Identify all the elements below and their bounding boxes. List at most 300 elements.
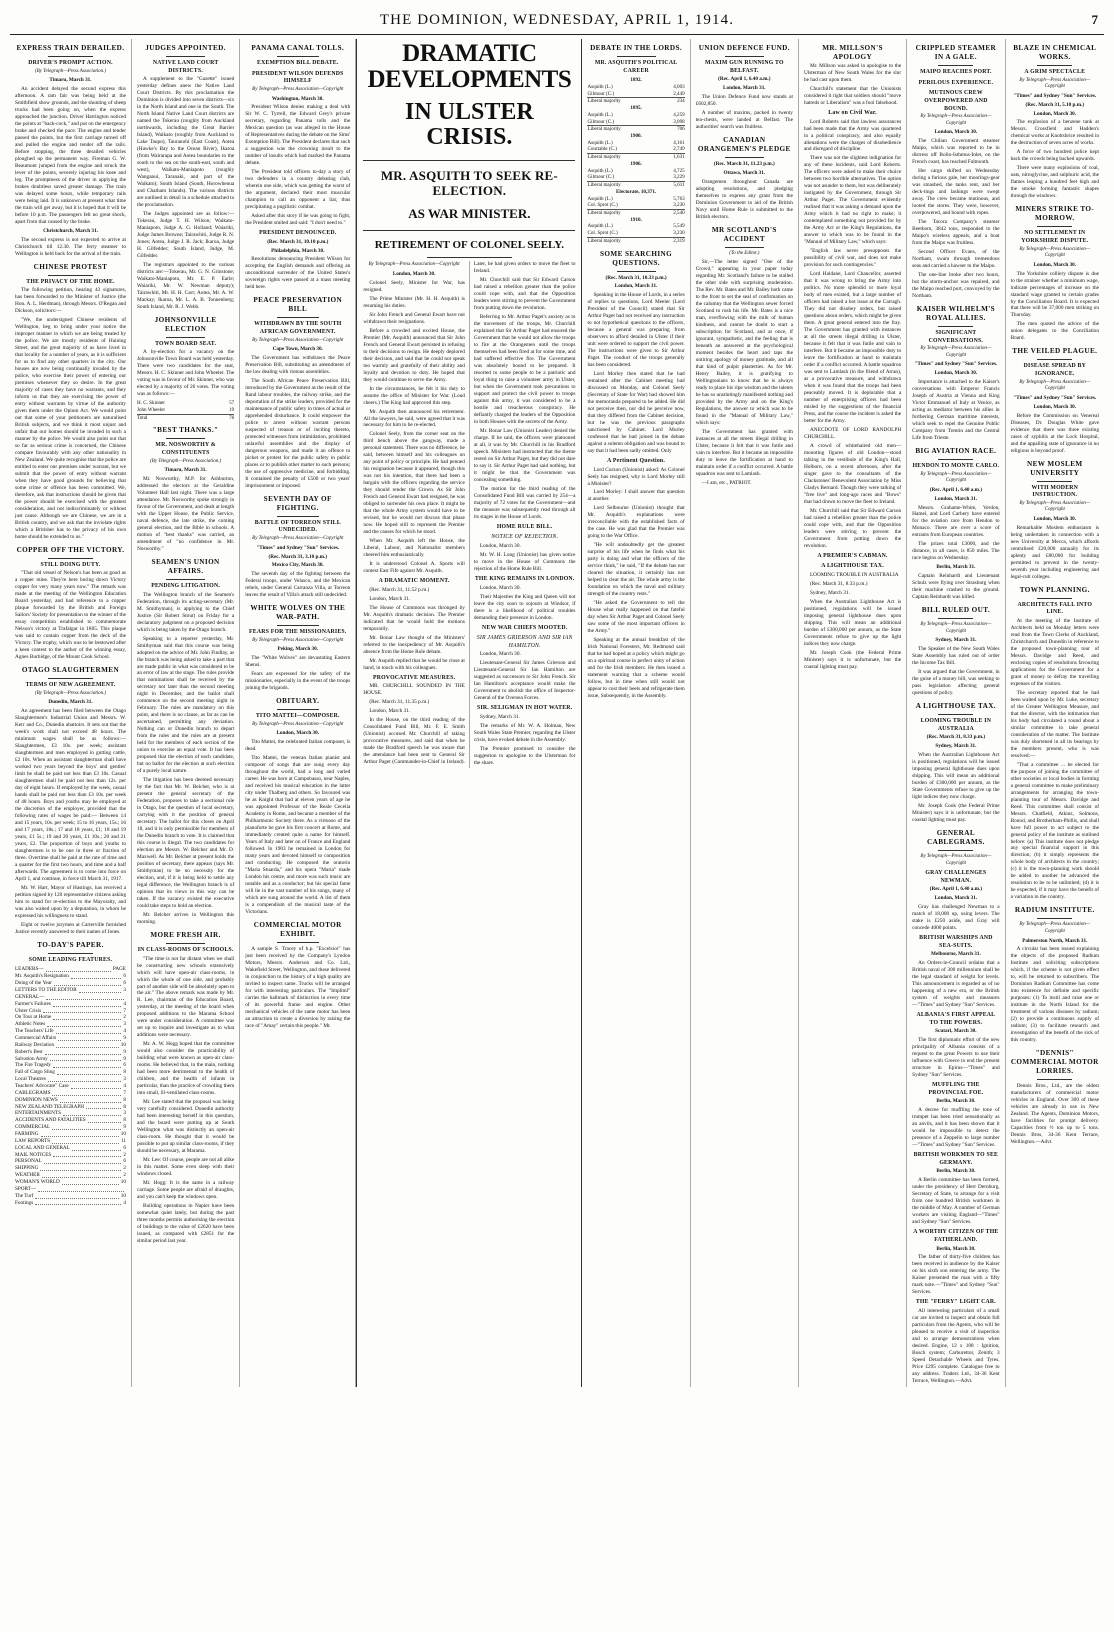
subheadline: PENDING LITIGATION. bbox=[151, 583, 220, 590]
article-paragraph: Mr. Millson was asked in apologise to the Ulsterman of New South Wales for the slur he had cast upon them. bbox=[803, 63, 902, 83]
dateline: London, March 30. bbox=[1033, 261, 1077, 268]
index-page-number: 9 bbox=[123, 1124, 126, 1131]
subheadline: BRITISH WORKMEN TO SEE GERMANY. bbox=[913, 1152, 999, 1166]
section-headline: TO-DAY'S PAPER. bbox=[37, 940, 104, 949]
leaders-index-list bbox=[15, 966, 126, 1206]
article-paragraph: The secretary reported that he had been waited upon by Mr. Luke, secretary of the Greater Wellington Measure, and that the director, with the intimation that his body had circulated a round about a similar committee to take general consideration of the matter. The Institute was duly shortened in all its bearings by the members present, who is was resolved:— bbox=[1010, 689, 1099, 759]
leader-dots bbox=[53, 1001, 121, 1007]
article-paragraph: Orangemen throughout Canada are adopting resolutions, and pledging themselves to express any grant from the Dominion Government to aid of the British Navy until Home Rule is submitted to the British electors. bbox=[695, 178, 793, 220]
table-cell-value: 5,549 bbox=[673, 223, 685, 230]
table-row bbox=[587, 126, 684, 133]
leader-dots bbox=[60, 1097, 122, 1103]
article-paragraph: The "White Wolves" are devastating Eastern Shensi. bbox=[245, 655, 351, 669]
leader-dots bbox=[53, 1062, 121, 1068]
index-label: Mr. Asquith's Resignation bbox=[15, 973, 69, 980]
subheadline: SIR JAMES GRIERSON AND SIR IAN HAMILTON. bbox=[476, 635, 573, 649]
dateline: London, March 31. bbox=[934, 495, 978, 502]
table-row bbox=[587, 98, 684, 105]
table-row-header: 1910. bbox=[630, 216, 642, 223]
byline: By Telegraph—Press Association—Copyright bbox=[252, 637, 344, 643]
article-paragraph: The first diplomatic effort of the new principality of Albania consists of a request to the great Powers to use their influence with Greece to end the present structure in Epirus—"Times" and Sydney "Sun" Services. bbox=[912, 1037, 1000, 1079]
article-paragraph: The explosion of a benzene tank at Messrs. Crossfield and Hadden's chemical works at Knottsbrice resulted in the destruction of seven acres of works. bbox=[1010, 119, 1099, 147]
list-item[interactable] bbox=[15, 1131, 126, 1138]
byline: By Telegraph—Press Association—Copyright bbox=[920, 853, 992, 866]
headline-rule bbox=[277, 317, 319, 318]
index-page-number: 6 bbox=[123, 980, 126, 987]
headline-rule bbox=[48, 558, 92, 559]
section-headline: BLAZE IN CHEMICAL WORKS. bbox=[1013, 44, 1097, 61]
index-page-number: 2 bbox=[123, 1014, 126, 1021]
article-paragraph: "That a committee ... be elected for the purpose of joining the committee of other societies or local bodies in forming a general committee to make preliminary arrangements for arranging the town-planning tour of Messrs. Davidge and Reed. This committee shall consist of Messrs. Chatfield, Atkins, Solmons, Bound, and Brotherham-Phillis, and shall have full power to act subject to the general policy of the institute as outlined before: (a) This institute does not pledge any special financial support in this direction; (b) it simply represents the whole body of architects in the country; (c) it is the town-planning work should be added to another be advanced the resolution to be to be unlimited; (d) it is be expected, if it may have the benefit of a variation in the country. bbox=[1010, 761, 1099, 901]
list-item[interactable] bbox=[15, 1165, 126, 1172]
index-page-number: 6 bbox=[123, 1062, 126, 1069]
list-item[interactable] bbox=[15, 1179, 126, 1186]
table-cell-label: Asquith (L.) bbox=[587, 84, 613, 90]
table-row bbox=[587, 91, 684, 98]
article-paragraph: A decree for muffling the tone of trumpet has been tried sensationally as an anvils, and it has been shown that it would be impossible to detect the presence of a Zeppelin to large number—"Times" and Sydney "Sun" Services. bbox=[912, 1107, 1000, 1149]
section-headline: NEW MOSLEM UNIVERSITY bbox=[1026, 459, 1083, 477]
table-cell-value: 3,098 bbox=[673, 118, 685, 125]
index-page-number: 10 bbox=[120, 1041, 126, 1048]
index-page-number: 8 bbox=[123, 1117, 126, 1124]
list-item[interactable] bbox=[15, 1083, 126, 1090]
article-paragraph: It was argued that the Government, in the guise of a money bill, was seeking to pass legislation affecting general questions of policy. bbox=[912, 669, 1000, 697]
section-headline: SOME SEARCHING QUESTIONS. bbox=[600, 249, 673, 267]
leader-dots bbox=[88, 1117, 122, 1123]
dateline: Timaru, March 31. bbox=[49, 77, 92, 84]
subheadline: LOOMING TROUBLE IN AUSTRALIA bbox=[920, 718, 992, 732]
section-headline: DEBATE IN THE LORDS. bbox=[590, 44, 683, 52]
index-page-number: 9 bbox=[123, 1055, 126, 1062]
index-label: LEADERS— bbox=[15, 966, 44, 973]
byline: By Telegraph—Press Association—Copyright bbox=[1019, 77, 1091, 90]
subheadline: HENDON TO MONTE CARLO. bbox=[912, 462, 1000, 469]
dateline: (Rec. March 31, 11.23 p.m.) bbox=[713, 160, 775, 167]
dateline: London, March 30. bbox=[1033, 403, 1077, 410]
list-item[interactable] bbox=[15, 987, 126, 994]
section-headline: "BEST THANKS." bbox=[152, 426, 219, 435]
leader-dots bbox=[41, 1131, 119, 1137]
table-row bbox=[587, 174, 684, 181]
list-item[interactable] bbox=[15, 1008, 126, 1015]
article-paragraph: President Wilson denies making a deal with Sir W. C. Tyrrell, the Edward Grey's private secretary, regarding Panama tolls and the Mexican question (as was alleged in the House of Representatives during the debate on the Sims' Exemption Bill). The President declares that such a suggestion was the crowning insult to the number of insults which had marked the Panama debate. bbox=[245, 104, 351, 167]
subheadline: GRAY CHALLENGES NEWMAN. bbox=[925, 870, 987, 884]
article-paragraph: "He will undoubtedly get the greatest surprise of his life when he finds what his party is doing and what the officers of the service think," he said, "If the debate has not cleared the situation, it certainly has not helped to clear the air. The whole army is the foundation on which the naval and military strength of the country rests." bbox=[587, 542, 685, 598]
list-item[interactable] bbox=[15, 1069, 126, 1076]
article-paragraph: The Government has withdrawn the Peace Preservation Bill, substituting an amendment of the law dealing with riotous assemblies. bbox=[245, 355, 351, 376]
list-item[interactable] bbox=[15, 1028, 126, 1035]
headline-rule bbox=[617, 271, 656, 272]
section-headline: TOWN PLANNING. bbox=[1019, 585, 1090, 594]
subheadline: ARCHITECTS FALL INTO LINE. bbox=[1017, 601, 1093, 616]
dateline: London, March 30. bbox=[934, 129, 978, 136]
section-headline: JOHNSONVILLE ELECTION bbox=[154, 315, 217, 333]
table-cell-value: 19 bbox=[229, 407, 235, 414]
table-cell-label: Gilmour (C.) bbox=[587, 174, 615, 181]
headline-rule bbox=[938, 714, 973, 715]
byline: By Telegraph—Press Association—Copyright bbox=[1019, 379, 1091, 392]
article-paragraph: Mr. Joseph Cook (the Federal Prime Minister) says it is unfortunate, but the coastal lighting must pay. bbox=[803, 649, 902, 670]
section-headline: CHINESE PROTEST bbox=[33, 262, 108, 271]
list-item[interactable] bbox=[15, 1049, 126, 1056]
dateline: Berlin, March 30. bbox=[936, 1245, 976, 1252]
article-paragraph: Sydney, March 31. bbox=[479, 714, 520, 720]
article-paragraph: Gray has challenged Newman to a match of 18,000 up, using levers. The stake is £250 aside, and Gray will concede 4000 points. bbox=[912, 904, 1000, 932]
dateline: Scutari, March 30. bbox=[935, 1028, 977, 1035]
article-paragraph: The litigation has been deemed necessary by the fact that Mr. W. Belcher, who is at present the general secretary of the Federation, proposes to take a sectional role in Otago, but the question of local secretary, carrying with it the position of general secretary. The ballot for this closes on April 18, and it is only permissible for members of the Dunedin branch to vote. It is claimed that this course is illegal. The two candidates for election are Messrs. W. Belcher and Mr. D. Maxwell. As Mr. Belcher at present holds the position of secretary, there appears (says Mr. Smithyman) to be no necessity for the election, and, if it is being held to settle any legal difference, the Wellington branch is of opinion that its views in this way can be taken. If the vacancy existed the executive could take steps to hold an election. bbox=[136, 777, 235, 909]
list-item[interactable] bbox=[15, 1158, 126, 1165]
subheadline: NO SETTLEMENT IN YORKSHIRE DISPUTE. bbox=[1021, 230, 1089, 244]
dateline: "Times" and Sydney "Sun" Services. bbox=[914, 361, 998, 368]
article-paragraph: An Orders-in-Council ordains that a British naval of 300 millennium shall be the legal standard of weight for levels. This announcement is regarded as of no happening of a new era, or the British system of weights and measures—"Times" and Sydney "Sun" Services. bbox=[912, 960, 1000, 1009]
dateline: Christchurch, March 31. bbox=[43, 227, 98, 234]
headline-rule bbox=[938, 618, 973, 619]
table-cell-value: 4,003 bbox=[673, 84, 685, 90]
dateline: "Times" and Sydney "Sun" Services. bbox=[256, 544, 340, 551]
article-paragraph: When the Australian Lighthouse Act is positioned, regulations will be issued imposing general lighthouse dues upon shipping. This will mean an additional burden of £300,000 per annum, as the State Governments refuse to give up the light indices they now charge. bbox=[912, 752, 1000, 801]
table-cell-label: Asquith (L.) bbox=[587, 167, 613, 174]
section-headline: SEAMEN'S UNION AFFAIRS. bbox=[151, 558, 220, 576]
leader-dots bbox=[54, 980, 122, 986]
section-headline: COPPER OFF THE VICTORY. bbox=[16, 545, 125, 554]
list-item[interactable] bbox=[15, 1076, 126, 1083]
dateline: Timaru, March 31. bbox=[164, 467, 207, 474]
subheadline: THE PRIVACY OF THE HOME. bbox=[26, 278, 115, 285]
index-label: COMMERCIAL bbox=[15, 1124, 51, 1131]
article-paragraph: Messrs. Grahame-White, Verdon, Hamel, and Lord Carbery have entered for the aviation race from Hendon to Monaco. There are over a score of entrants from European countries. bbox=[912, 504, 1000, 539]
table-cell-value: 3,230 bbox=[673, 230, 685, 237]
index-label: Ulster Crisis bbox=[15, 1007, 42, 1014]
list-item[interactable] bbox=[15, 1110, 126, 1117]
list-item[interactable] bbox=[15, 1001, 126, 1008]
headline-rule bbox=[166, 337, 205, 338]
list-item[interactable] bbox=[15, 1200, 126, 1207]
subheadline: WITH MODERN INSTRUCTION. bbox=[1031, 484, 1079, 499]
dateline: Melbourne, March 31. bbox=[931, 951, 981, 958]
index-label: Robert's Best bbox=[15, 1048, 43, 1055]
list-item[interactable] bbox=[15, 1193, 126, 1200]
article-paragraph: London, March 31. bbox=[369, 595, 411, 602]
table-cell-value: 2,449 bbox=[673, 90, 685, 97]
leader-dots bbox=[63, 1110, 121, 1116]
subheadline: WITHDRAWN BY THE SOUTH AFRICAN GOVERNMENT. bbox=[254, 321, 342, 336]
leader-dots bbox=[46, 994, 124, 1000]
section-headline: BILL RULED OUT. bbox=[921, 606, 991, 615]
list-item[interactable] bbox=[15, 1124, 126, 1131]
table-row bbox=[587, 154, 684, 161]
leader-dots bbox=[35, 1193, 118, 1199]
subheadline: PRESIDENT WILSON DEFENDS HIMSELF bbox=[251, 70, 344, 85]
article-paragraph: Remarkable Moslem enthusiasm is being undertaken in connection with a new University at Mecca, which affords centralised £20,000 annually for its aplenty and £80,000 for building permitted to prevent in the twenty-seventh year including engineering and legal-cult colleges. bbox=[1010, 524, 1099, 580]
list-item[interactable] bbox=[15, 1042, 126, 1049]
index-page-number: 7 bbox=[123, 1007, 126, 1014]
subheadline: BATTLE OF TORREON STILL UNDECIDED. bbox=[254, 519, 341, 534]
list-item[interactable] bbox=[15, 1104, 126, 1111]
article-paragraph: Mr. Churchill said that Sir Edward Carson had raised a rebellion greater than the police could cope with, and that the Opposition leaders were stirring to prevent the Government from putting down the revolution. bbox=[473, 277, 576, 312]
article-paragraph: The men quoted the advice of the union delegates to the Conciliation Board. bbox=[1010, 321, 1099, 342]
article-paragraph: London, March 30. bbox=[479, 543, 521, 550]
table-cell-value: 57 bbox=[229, 400, 235, 407]
list-item[interactable] bbox=[15, 1145, 126, 1152]
list-item[interactable] bbox=[15, 1056, 126, 1063]
headline-rule bbox=[166, 579, 205, 580]
headline-rule bbox=[277, 625, 319, 626]
subheadline: STILL DOING DUTY. bbox=[40, 561, 101, 568]
table-cell-value: 3,230 bbox=[673, 202, 685, 209]
index-label: NEW ZEALAND TELEGRAPH bbox=[15, 1103, 84, 1110]
index-label: The Teachers' Life bbox=[15, 1028, 54, 1035]
index-label: Athletic Notes bbox=[15, 1021, 46, 1028]
article-paragraph: The President told officers to-day a story of two defenders in a country debating club, wherein one side, which was getting the worst of the argument, declared their most muscular champion to call an opponent a liar, thus precipitating a pugilistic combat. bbox=[245, 169, 351, 211]
index-label: Doing of the Year bbox=[15, 980, 52, 987]
table-cell-label: Col. Sprot (C.) bbox=[587, 202, 618, 209]
article-paragraph: Her cargo shifted on Wednesday during a furious gale, her moorings-gear was smashed, the tanks rent, and her deck-tings and lashings were swept away. The crew became mutinous, and looted the stores. They were, however, overpowered, and bound with ropes. bbox=[912, 168, 1000, 217]
byline: By Telegraph—Press Association—Copyright bbox=[920, 471, 992, 484]
subheadline: SOME LEADING FEATURES. bbox=[28, 956, 113, 963]
article-paragraph: It is understood Colonel A. Sports will contest East Fife against Mr. Asquith. bbox=[363, 561, 465, 575]
subheadline: Law on Civil War. bbox=[828, 109, 877, 116]
index-page-number: 6 bbox=[123, 1144, 126, 1151]
subheadline: TOWN BOARD SEAT. bbox=[155, 340, 217, 347]
index-page-number: 8 bbox=[123, 1103, 126, 1110]
list-item[interactable] bbox=[15, 1035, 126, 1042]
leader-dots bbox=[52, 1124, 121, 1130]
subheadline: HOME RULE BILL. bbox=[496, 523, 553, 530]
index-label: ENTERTAINMENTS bbox=[15, 1110, 61, 1117]
article-paragraph: Lord Roberts said that lawless assurances had been made that the Army was quartered in a political conspiracy, and also equally alienations were the charges of disobedience and disregard of discipline. bbox=[803, 118, 902, 153]
byline: By Telegraph—Press Association—Copyright bbox=[1019, 500, 1091, 513]
dateline: Cape Town, March 30. bbox=[272, 346, 323, 353]
article-paragraph: A supplement to the "Gazette" issued yesterday defines anew the Native Land Court Districts. By this proclamation the Dominion is divided into seven districts—six in the North Island and one in the South. The North Island Native Land Court districts are named the Tokerau (roughly from Auckland northwards, including the Great Barrier Island), Waikato (roughly from Auckland to Lake Taupo), Tauranohi (East Coast), Aotea (Hawke's Bay to the Ocean River), Ikaroa (from Wairarapa and Aotea boundaries to the south to the sea on the south-east, south and west), Waikato-Maniapoto (roughly Wanganui, Taranaki, and part of the Waikato); South Island (South, Horowhenua and Chatham Islands). The various districts are outlined in detail in a schedule attached to the proclamation. bbox=[136, 76, 235, 208]
section-headline: BIG AVIATION RACE. bbox=[915, 446, 997, 455]
column-1 bbox=[10, 39, 132, 1387]
dateline: Berlin, March 30. bbox=[936, 1098, 976, 1105]
article-paragraph: Asked after this story if he was going to fight, the President smiled and said: "I don't need to." bbox=[245, 213, 351, 227]
leader-dots bbox=[42, 1172, 122, 1178]
list-item[interactable] bbox=[15, 1152, 126, 1159]
table-row bbox=[587, 237, 684, 244]
index-label: WOMAN'S WORLD bbox=[15, 1178, 60, 1185]
headline-rule bbox=[277, 709, 319, 710]
table-cell-value: 5,763 bbox=[673, 195, 685, 202]
article-paragraph: London, March 30. bbox=[479, 584, 521, 591]
table-row bbox=[587, 146, 684, 153]
table-row-header: 1906. bbox=[630, 160, 642, 167]
article-paragraph: In the House, on the third reading of the Consolidated Fund Bill, Mr. F. E. Smith (Unionist) accused Mr. Churchill of taking provocative measures, and said that when he made the Bradford speech he was aware that the attendance had been sent to General Sir Arthur Paget (Commander-in-Chief in Ireland). Later, he had given orders to move the fleet to Ireland. bbox=[363, 261, 576, 766]
leader-dots bbox=[48, 1076, 122, 1082]
index-label: Railway Deviation bbox=[15, 1041, 55, 1048]
leader-dots bbox=[62, 1179, 119, 1185]
list-item[interactable] bbox=[15, 1117, 126, 1124]
article-paragraph: Mr. Nosworthy, M.P. for Ashburton, addressed the electors at the Geraldine Volunteer Hall last night. There was a large attendance. Mr. Nosworthy spoke strongly in favour of the Government, and dealt at length with the Upper House, the Public Service, naval defence, the late strike, the coming general election, and the Bible in schools. A motion of "best thanks" was carried, an amendment of "no confidence in Mr. Nosworthy." bbox=[136, 476, 235, 553]
subheadline: A DRAMATIC MOMENT. bbox=[378, 578, 450, 585]
table-cell-label: Asquith (L.) bbox=[587, 195, 613, 202]
subheadline: SIR. SELIGMAN IN HOT WATER. bbox=[477, 705, 573, 712]
article-paragraph: The Yorkshire colliery dispute is due to the strainer whether a minimum wage, indicate percentages of increase on the standard wage granted to certain grades by the Conciliation Board. It is expected that there will be 37,000 men striking on Thursday. bbox=[1010, 270, 1099, 319]
index-label: LAW REPORTS bbox=[15, 1137, 51, 1144]
table-cell-value: 2,749 bbox=[673, 146, 685, 153]
headline-rule bbox=[725, 247, 764, 248]
index-label: SPORT— bbox=[15, 1185, 37, 1192]
section-headline: MR. MILLSON'S APOLOGY bbox=[822, 44, 883, 61]
column-5 bbox=[582, 39, 690, 1387]
subheadline: DRIVER'S PROMPT ACTION. bbox=[28, 60, 113, 66]
dateline: London, March 31. bbox=[934, 895, 978, 902]
byline: By Telegraph—Press Association—Copyright bbox=[252, 721, 344, 727]
list-item[interactable] bbox=[15, 994, 126, 1001]
table-cell-value: 706 bbox=[660, 126, 685, 133]
article-paragraph: The motion for the third reading of the Consolidated Fund Bill was carried by 254—a majority of 72 votes for the Government—and the measure was subsequently read through all its stages in the House of Lords. bbox=[473, 485, 576, 520]
index-page-number: 2 bbox=[123, 1165, 126, 1172]
table-cell-label: Liberal majority bbox=[587, 98, 659, 105]
leader-dots bbox=[53, 1014, 121, 1020]
leader-dots bbox=[56, 1042, 119, 1048]
article-paragraph: Tito Mattei, the celebrated Italian composer, is dead. bbox=[245, 739, 351, 753]
article-paragraph: Mr. Hogg: It is the same in a railway carriage. Some people are afraid of draughts, and you can't keep the windows open. bbox=[136, 1180, 235, 1201]
index-page-number: 2 bbox=[123, 1172, 126, 1179]
leader-dots bbox=[71, 973, 122, 979]
headline-rule bbox=[938, 326, 973, 327]
lead-headline-2: IN ULSTER CRISIS. bbox=[405, 98, 534, 150]
subheadline: BRITISH WARSHIPS AND SEA-SUITS. bbox=[919, 935, 993, 949]
article-paragraph: Dennis Bros., Ltd., are the oldest manufacturers of commercial motor vehicles in England. Over 300 of these vehicles are already in use in New Zealand. The Agents, Dominion Motors, have facilities for prompt delivery. Capacities from ½ ton up to 5 tons. Dennis Bros, 34-36 Kent Terrace, Wellington.—Advt. bbox=[1010, 1083, 1099, 1146]
lead-headline-3: MR. ASQUITH TO SEEK RE-ELECTION. bbox=[380, 167, 558, 198]
table-row bbox=[587, 77, 684, 84]
article-paragraph: Churchill's statement that the Unionists considered it right that soldiers should "move hatreds or Liberalism" was a fool falsehood. bbox=[803, 85, 902, 106]
article-paragraph: The registrars appointed to the various districts are:—Tokerau, Mr. G. N. Grinstone; Waikato-Maniapoto, Mr. E. P. Earle; Waiariki, Mr. W. Newman deputy); Tairawhiti, Mr. H. H. Carr; Aotea, Mr. A. W. Mackay; Ikaroa, Mr. L. A. B. Tonnenberg; South Island, Mr. R. J. Webb. bbox=[136, 261, 235, 310]
article-paragraph: Their Majesties the King and Queen will not leave the city soon to sojourn at Windsor, if there is a likelihood of political troubles demanding their presence in London. bbox=[473, 593, 576, 621]
leader-dots bbox=[71, 1083, 122, 1089]
table-cell-label: Liberal majority bbox=[587, 182, 659, 189]
section-headline: PEACE PRESERVATION BILL bbox=[253, 296, 343, 314]
article-paragraph: Mr. Bonar Law thought of the Ministers' referred to the inexpediency of Mr. Asquith's absence from the Home Rule debate. bbox=[363, 634, 465, 655]
article-paragraph: A Berlin committee has been formed, under the presidency of Herr Dernburg, Secretary of State, to arrange for a visit from one hundred British workmen in the middle of May. A number of German workers are visiting England—"Times" and Sydney "Sun" Services. bbox=[912, 1177, 1000, 1226]
dateline: (Rec. March 31, 3.10 p.m.) bbox=[268, 553, 328, 560]
subheadline: NOTICE OF REJECTION. bbox=[491, 534, 559, 541]
index-label: WEATHER bbox=[15, 1172, 40, 1179]
index-page-number: 7 bbox=[123, 1089, 126, 1096]
byline: By Telegraph—Press Association—Copyright bbox=[1019, 246, 1091, 259]
leader-dots bbox=[79, 987, 122, 993]
table-row bbox=[587, 189, 684, 196]
index-label: DOMINION NEWS bbox=[15, 1096, 58, 1103]
list-item[interactable] bbox=[15, 980, 126, 987]
section-headline: OTAGO SLAUGHTERMEN bbox=[21, 666, 120, 675]
dateline: London, March 31. bbox=[614, 283, 658, 290]
article-paragraph: The father of thirty-five children has been received in audience by the Kaiser on his sixth son entering the army. The Kaiser presented the man with a fifty mark note.—"Times" and Sydney "Sun" Services. bbox=[912, 1254, 1000, 1296]
table-cell-label: John Wheeler bbox=[136, 407, 166, 414]
table-cell-label: Liberal majority bbox=[587, 126, 659, 133]
article-paragraph: The prizes total £3000, and the distance, in all cases, is 850 miles. The race begins on Wednesday. bbox=[912, 541, 1000, 562]
table-cell-label: Gilmour (C.) bbox=[587, 90, 615, 97]
list-item[interactable] bbox=[15, 1186, 126, 1193]
article-paragraph: Speaking at the annual breakfast of the Irish National Foresters, Mr. Redmond said that he had hoped at a policy which might go on a spiritual course in perfect unity of action and for the Irish members. He then issued a statement warning that a scheme would follow, but in time when still would not appear to cost their heels and refrigerate them issue, Subsequently, in the Assembly. bbox=[587, 637, 685, 700]
article-paragraph: The one-line broke after two hours, but the storm-anchor was repaired, and the Maipo reached port, convoyed by the Northam. bbox=[912, 271, 1000, 299]
headline-rule bbox=[1037, 226, 1072, 227]
list-item[interactable] bbox=[15, 1090, 126, 1097]
table-row bbox=[587, 105, 684, 112]
subheadline: MUTINOUS CREW OVERPOWERED AND BOUND. bbox=[924, 90, 988, 112]
subheadline: A PREMIER'S CABMAN. bbox=[817, 552, 888, 559]
subheadline: THE KING REMAINS IN LONDON. bbox=[474, 575, 575, 582]
leader-dots bbox=[58, 1035, 121, 1041]
table-cell-value: 234 bbox=[660, 98, 685, 105]
article-paragraph: (Rec. March 31, 11.35 p.m.) bbox=[369, 699, 430, 706]
table-cell-value: 3,229 bbox=[673, 174, 685, 181]
subheadline: THE "FERRY" LIGHT CAR. bbox=[915, 1299, 996, 1306]
article-paragraph: The House of Commons was thronged by Mr. Asquith's dramatic decision. The Premier indicated that he would hold the motions temporarily. bbox=[363, 604, 465, 632]
headline-rule bbox=[277, 516, 319, 517]
subheadline: MAIPO REACHES PORT. bbox=[920, 69, 992, 75]
headline-rule bbox=[1037, 65, 1072, 66]
table-cell-value: 4,259 bbox=[673, 111, 685, 118]
lead-headline-1: DRAMATIC DEVELOPMENTS bbox=[367, 40, 572, 94]
headline-rule bbox=[1037, 918, 1072, 919]
section-headline: EXPRESS TRAIN DERAILED. bbox=[16, 44, 125, 52]
article-paragraph: The South African Peace Preservation Bill, introduced by the Government as the result of the Rand labour troubles, the railway strike, and the deportation of the strike leaders, provided for the maintenance of public safety in times of actual or apprehended disturbance. It could empower the police to arrest without warrant persons suspected of treason or of inciting thereto, protected witnesses from intimidation, prohibited unlawful assemblies and the display of dangerous weapons, and made it an offence to picket or protest for the public safety in public places or to publish other matter to such persons; the use of oppressive medicine, and forbidding. It contained the penalty of £500 or two years' imprisonment or imposed. bbox=[245, 378, 351, 489]
article-paragraph: Mr. Lee: Of course, people are not all alike in this matter. Some even sleep with their windows closed. bbox=[136, 1157, 235, 1178]
dateline: London, March 30. bbox=[934, 370, 978, 377]
article-paragraph: Resolutions denouncing President Wilson for accepting the English demands and offering an unconditional surrender of the United States's sovereign rights were passed at a mass meeting held here. bbox=[245, 256, 351, 291]
table-cell-label: Total bbox=[137, 414, 219, 421]
article-paragraph: The following petition, bearing 43 signatures, has been forwarded to the Minister of Justice (the Hon. A. L. Herdman), through Messrs. O'Regan and Dickson, solicitors:— bbox=[15, 287, 126, 315]
index-page-number: 6 bbox=[123, 1158, 126, 1165]
dateline: "Times" and Sydney "Sun" Services. bbox=[1013, 394, 1097, 401]
article-paragraph: London, March 30. bbox=[479, 651, 521, 658]
lead-byline: By Telegraph—Press Association—Copyright bbox=[368, 262, 460, 268]
list-item[interactable] bbox=[15, 1097, 126, 1104]
article-paragraph: Mr. Bonar Law (Unionist Leader) denied the charge. If he said, the officers were platooned at all, it was by Mr. Churchill in his Bradford speech. Ministers had instructed that the theme rested on Sir Arthur Paget, but they did not dare to say it. Sir Arthur Paget had said nothing, but it might be that the Government was concealing something. bbox=[473, 427, 576, 483]
subheadline: PRESIDENT DENOUNCED. bbox=[259, 230, 337, 237]
dateline: (Rec. April 1, 6.40 a.m.) bbox=[929, 486, 983, 493]
index-page-number: 3 bbox=[123, 1076, 126, 1083]
lead-story-body bbox=[363, 261, 575, 767]
table-cell-label: Asquith (L.) bbox=[587, 139, 613, 146]
table-cell-value: 2,540 bbox=[660, 209, 685, 216]
table-row-header: Electorate, 10,371. bbox=[616, 188, 657, 195]
section-headline: MINERS STRIKE TO-MORROW. bbox=[1015, 205, 1095, 223]
index-label: Footings bbox=[15, 1199, 34, 1206]
subheadline: MUFFLING THE PROVINCIAL FOE. bbox=[928, 1082, 984, 1096]
article-paragraph: The Wellington branch of the Seamen's Federation, through its acting-secretary (Mr. M. Smithyman), is applying to the Chief Justice (Sir Robert Stout) on Friday for a declaratory judgment on a proposed decision which is being taken by the Otago branch. bbox=[136, 591, 235, 633]
article-paragraph: Captain Reinhardt and Lieutenant Schulz were flying over Strasburg when their machine crashed to the ground. Captain Reinhardt was killed. bbox=[912, 573, 1000, 601]
dateline: (Rec. March 31, 10.10 p.m.) bbox=[267, 238, 329, 245]
dateline: Peking, March 30. bbox=[277, 646, 319, 653]
article-paragraph: —I am, etc., PATRIOT. bbox=[701, 479, 752, 486]
article-paragraph: Mr. Asquith then announced his retirement. All the lawyers, he said, were agreed that it was necessary for him to be re-elected. bbox=[363, 408, 465, 429]
index-label: FARMING bbox=[15, 1130, 39, 1137]
dateline: (Rec. April 1, 6.40 a.m.) bbox=[929, 886, 983, 893]
table-cell-value: 2,319 bbox=[660, 237, 685, 244]
list-item[interactable] bbox=[15, 1014, 126, 1021]
column-2 bbox=[132, 39, 240, 1387]
article-paragraph: The Tacora Company's steamer Beethom, 3842 tons, responded to the Maipo's wireless appeals, and a boat from the Maipo was fruitless. bbox=[912, 219, 1000, 247]
list-item[interactable] bbox=[15, 966, 126, 973]
list-item[interactable] bbox=[15, 1138, 126, 1145]
leader-dots bbox=[44, 1158, 122, 1164]
byline: By Telegraph—Press Association—Copyright bbox=[1019, 922, 1091, 934]
article-paragraph: Fears are expressed for the safety of the missionaries, especially in the event of the troops joining the brigands. bbox=[245, 671, 351, 692]
section-headline: "DENNIS" COMMERCIAL MOTOR LORRIES. bbox=[1010, 1049, 1099, 1076]
article-paragraph: The Chilian Government steamer Maipo, which was reported to be in distress off Bolin-Isthmus-Inlet, on the French coast, has reached Falmouth. bbox=[912, 138, 1000, 166]
section-headline: MORE FRESH AIR. bbox=[150, 930, 221, 939]
subheadline: A Pertinent Question. bbox=[607, 457, 665, 464]
article-paragraph: "That old vessel of Nelson's has been as good as a copper mine. They're here boring down Victory copper for very many years now." The remark was made at the meeting of the Wellington Education Board yesterday, and had reference to a copper plaque forwarded by the British and Foreign Sailors' Society for presentation to the winner of the essay competition established to commemorate Nelson's victory at Trafalgar in 1805. This plaque was said to contain copper from the deck of the Victory. The trophy, which was to be bestowed after a keen contest to the author of the winning essay, Agnes Burbidge, of the Mount Cook School. bbox=[15, 570, 126, 661]
section-headline: A LIGHTHOUSE TAX. bbox=[915, 702, 996, 711]
subheadline: A LIGHTHOUSE TAX. bbox=[821, 563, 884, 570]
list-item[interactable] bbox=[15, 1172, 126, 1179]
index-page-number: 11 bbox=[120, 1137, 126, 1144]
